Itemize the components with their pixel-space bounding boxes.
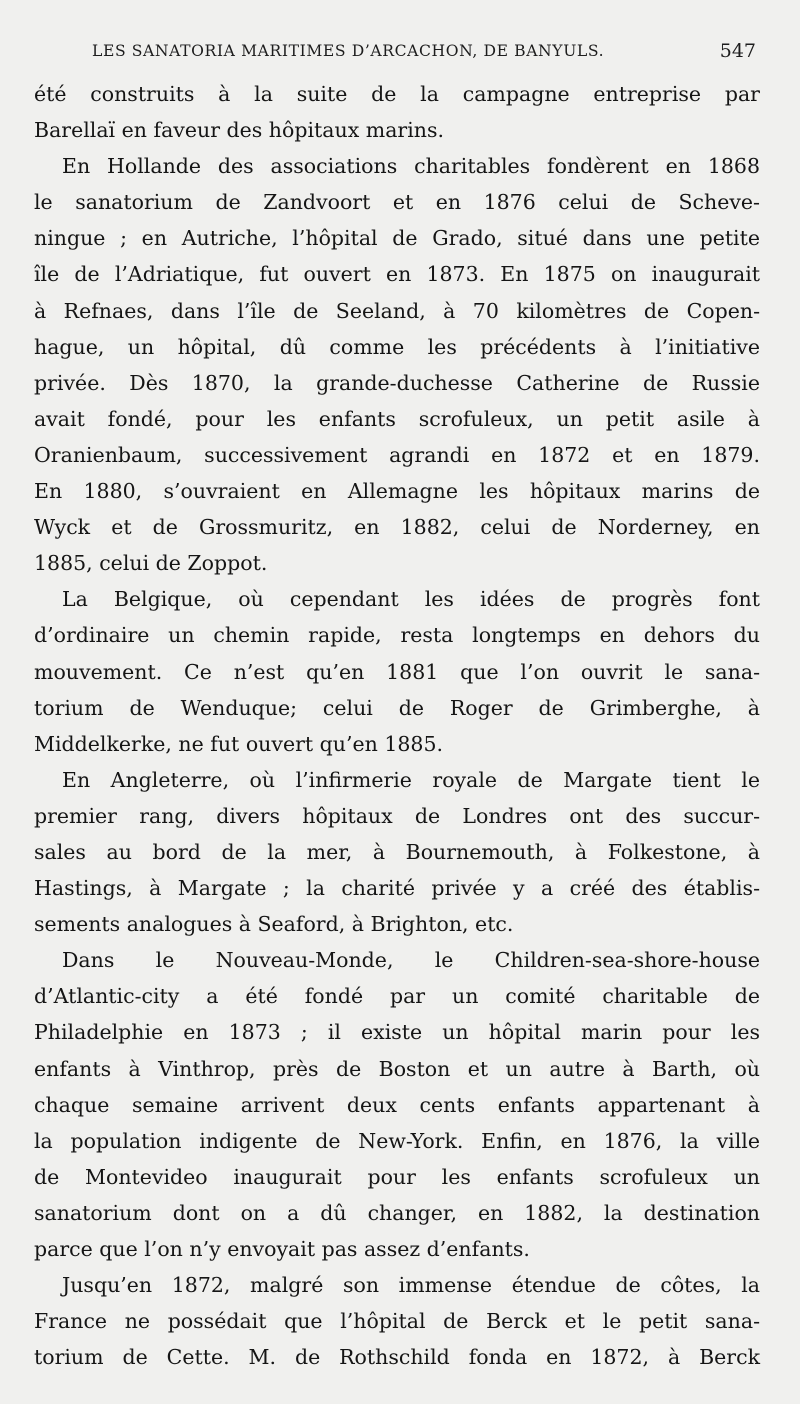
- running-title: LES SANATORIA MARITIMES D’ARCACHON, DE BANYULS.: [92, 42, 605, 60]
- text-line: d’ordinaire un chemin rapide, resta longtemps en dehors du: [34, 623, 760, 648]
- text-line: Philadelphie en 1873 ; il existe un hôpital marin pour les: [34, 1020, 760, 1045]
- text-line: Hastings, à Margate ; la charité privée y a créé des établis-: [34, 876, 760, 901]
- text-line: Jusqu’en 1872, malgré son immense étendue de côtes, la: [62, 1273, 760, 1298]
- text-line: La Belgique, où cependant les idées de progrès font: [62, 587, 760, 612]
- text-line: premier rang, divers hôpitaux de Londres ont des succur-: [34, 803, 760, 828]
- text-line: sales au bord de la mer, à Bournemouth, à Folkestone, à: [34, 839, 760, 864]
- text-line: avait fondé, pour les enfants scrofuleux, un petit asile à: [34, 406, 760, 431]
- text-line: de Montevideo inaugurait pour les enfants scrofuleux un: [34, 1164, 760, 1189]
- text-line: torium de Wenduque; celui de Roger de Grimberghe, à: [34, 695, 760, 720]
- text-line: chaque semaine arrivent deux cents enfants appartenant à: [34, 1092, 760, 1117]
- text-line: 1885, celui de Zoppot.: [34, 551, 268, 576]
- text-line: Dans le Nouveau-Monde, le Children-sea-shore-house: [62, 948, 760, 973]
- text-line: torium de Cette. M. de Rothschild fonda en 1872, à Berck: [34, 1345, 760, 1370]
- text-line: Middelkerke, ne fut ouvert qu’en 1885.: [34, 731, 444, 756]
- text-line: privée. Dès 1870, la grande-duchesse Catherine de Russie: [34, 370, 760, 395]
- text-line: le sanatorium de Zandvoort et en 1876 celui de Scheve-: [34, 190, 760, 215]
- text-line: à Refnaes, dans l’île de Seeland, à 70 kilomètres de Copen-: [34, 298, 760, 323]
- body-text: [34, 76, 760, 1375]
- text-line: Barellaï en faveur des hôpitaux marins.: [34, 118, 445, 143]
- text-line: la population indigente de New-York. Enfin, en 1876, la ville: [34, 1128, 760, 1153]
- text-line: enfants à Vinthrop, près de Boston et un autre à Barth, où: [34, 1056, 760, 1081]
- text-line: En 1880, s’ouvraient en Allemagne les hôpitaux marins de: [34, 479, 760, 504]
- text-line: En Hollande des associations charitables fondèrent en 1868: [62, 154, 760, 179]
- text-line: Oranienbaum, successivement agrandi en 1872 et en 1879.: [34, 442, 760, 467]
- text-line: mouvement. Ce n’est qu’en 1881 que l’on ouvrit le sana-: [34, 659, 760, 684]
- page-header: [92, 40, 756, 70]
- text-line: En Angleterre, où l’infirmerie royale de Margate tient le: [62, 767, 760, 792]
- page-number: 547: [719, 40, 756, 62]
- text-line: été construits à la suite de la campagne entreprise par: [34, 82, 760, 106]
- text-line: sements analogues à Seaford, à Brighton, etc.: [34, 912, 514, 937]
- text-line: Wyck et de Grossmuritz, en 1882, celui de Norderney, en: [34, 515, 760, 540]
- text-line: île de l’Adriatique, fut ouvert en 1873. En 1875 on inaugurait: [34, 262, 760, 287]
- text-line: sanatorium dont on a dû changer, en 1882, la destination: [34, 1200, 760, 1225]
- text-line: France ne possédait que l’hôpital de Berck et le petit sana-: [34, 1309, 760, 1334]
- text-line: ningue ; en Autriche, l’hôpital de Grado, situé dans une petite: [34, 226, 760, 251]
- text-line: hague, un hôpital, dû comme les précédents à l’initiative: [34, 334, 760, 359]
- text-line: parce que l’on n’y envoyait pas assez d’enfants.: [34, 1237, 530, 1261]
- text-line: d’Atlantic-city a été fondé par un comité charitable de: [34, 984, 760, 1009]
